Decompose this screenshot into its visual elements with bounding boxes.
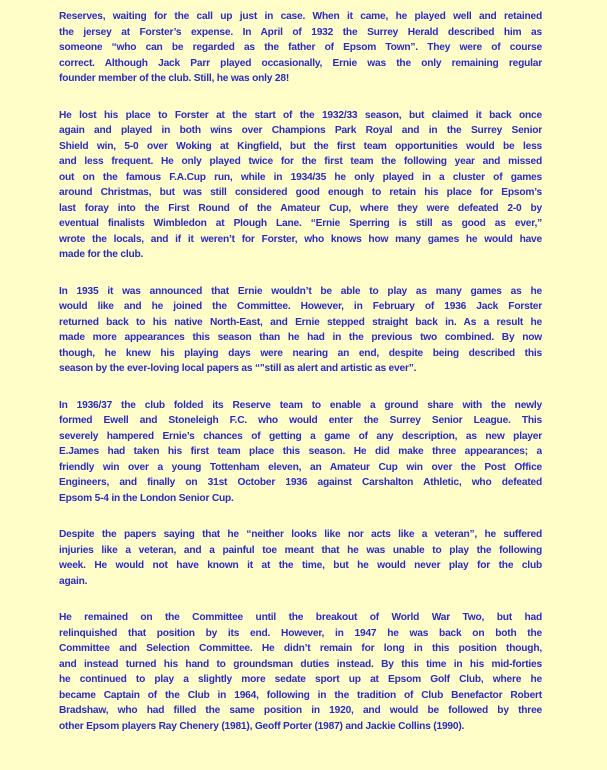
text-line: the jersey at Forster’s expense. In April of 1932 the Surrey Herald described him as bbox=[59, 26, 542, 38]
text-line: formed Ewell and Stoneleigh F.C. who would enter the Surrey Senior League. This bbox=[59, 415, 542, 426]
text-line: Despite the papers saying that he “neither looks like nor acts like a veteran”, he suffered bbox=[59, 529, 542, 540]
text-line: injuries like a veteran, and a painful toe meant that he was unable to play the following bbox=[59, 544, 542, 556]
text-line: became Captain of the Club in 1964, following in the tradition of Club Benefactor Robert bbox=[59, 689, 542, 701]
text-line: week. He would not have known it at the time, but he would never play for the club bbox=[59, 560, 542, 571]
text-line: founder member of the club. Still, he was only 28! bbox=[59, 73, 290, 84]
text-line: though, he knew his playing days were nearing an end, despite being described this bbox=[59, 347, 542, 359]
text-line: Shield win, 5-0 over Woking at Kingfield, but the first team opportunities would be less bbox=[59, 140, 542, 152]
paragraph bbox=[59, 108, 542, 263]
text-line: Engineers, and finally on 31st October 1936 against Carshalton Athletic, who defeated bbox=[59, 477, 542, 488]
article-body bbox=[59, 9, 542, 734]
text-line: made for the club. bbox=[59, 249, 144, 260]
text-line: In 1935 it was announced that Ernie wouldn’t be able to play as many games as he bbox=[59, 285, 542, 297]
text-line: correct. Although Jack Parr played occasionally, Ernie was the only remaining regular bbox=[59, 57, 542, 69]
text-line: and less frequent. He only played twice for the first team the following year and missed bbox=[59, 156, 542, 167]
text-line: out on the famous F.A.Cup run, while in 1934/35 he only played in a cluster of games bbox=[59, 171, 542, 183]
text-line: and instead turned his hand to groundsman duties instead. By this time in his mid-forties bbox=[59, 658, 542, 670]
text-line: He lost his place to Forster at the start of the 1932/33 season, but claimed it back once bbox=[59, 109, 542, 121]
text-line: returned back to his native North-East, and Ernie stepped straight back in. As a result he bbox=[59, 316, 542, 328]
paragraph bbox=[59, 398, 542, 507]
text-line: friendly win over a young Tottenham eleven, an Amateur Cup win over the Post Office bbox=[59, 461, 542, 473]
text-line: made more appearances this season than he had in the previous two combined. By now bbox=[59, 332, 542, 343]
text-line: again. bbox=[59, 575, 88, 587]
text-line: around Christmas, but was still considered good enough to retain his place for Epsom’s bbox=[59, 187, 542, 198]
paragraph bbox=[59, 527, 542, 589]
text-line: again and played in both wins over Champions Park Royal and in the Surrey Senior bbox=[59, 125, 542, 136]
text-line: Epsom 5-4 in the London Senior Cup. bbox=[59, 492, 234, 504]
text-line: severely hampered Ernie’s chances of getting a game of any description, as new player bbox=[59, 430, 542, 442]
paragraph bbox=[59, 610, 542, 734]
paragraph bbox=[59, 9, 542, 87]
text-line: relinquished that position by its end. However, in 1947 he was back on both the bbox=[59, 627, 542, 639]
text-line: E.James had taken his first team place this season. He did make three appearances; a bbox=[59, 446, 542, 457]
text-line: eventual finalists Wimbledon at Plough Lane. “Ernie Sperring is still as good as ever,” bbox=[59, 218, 542, 229]
text-line: he continued to play a slightly more sedate sport up at Epsom Golf Club, where he bbox=[59, 674, 542, 685]
text-line: Reserves, waiting for the call up just in case. When it came, he played well and retained bbox=[59, 11, 542, 22]
text-line: In 1936/37 the club folded its Reserve team to enable a ground share with the newly bbox=[59, 399, 542, 411]
text-line: Bradshaw, who had filled the same position in 1920, and would be followed by three bbox=[59, 705, 542, 716]
text-line: season by the ever-loving local papers as “"still as alert and artistic as ever”. bbox=[59, 363, 417, 374]
text-line: other Epsom players Ray Chenery (1981), Geoff Porter (1987) and Jackie Collins (1990). bbox=[59, 720, 465, 732]
text-line: would like and he joined the Committee. However, in February of 1936 Jack Forster bbox=[59, 301, 542, 312]
text-line: last foray into the First Round of the Amateur Cup, where they were defeated 2-0 by bbox=[59, 202, 542, 214]
paragraph bbox=[59, 284, 542, 377]
text-line: wrote the locals, and if it weren’t for Forster, who knows how many games he would have bbox=[59, 233, 542, 245]
text-line: He remained on the Committee until the breakout of World War Two, but had bbox=[59, 612, 542, 623]
text-line: Committee and Selection Committee. He didn’t remain for long in this position though, bbox=[59, 643, 542, 654]
text-line: someone “who can be regarded as the father of Epsom Town”. They were of course bbox=[59, 42, 542, 53]
